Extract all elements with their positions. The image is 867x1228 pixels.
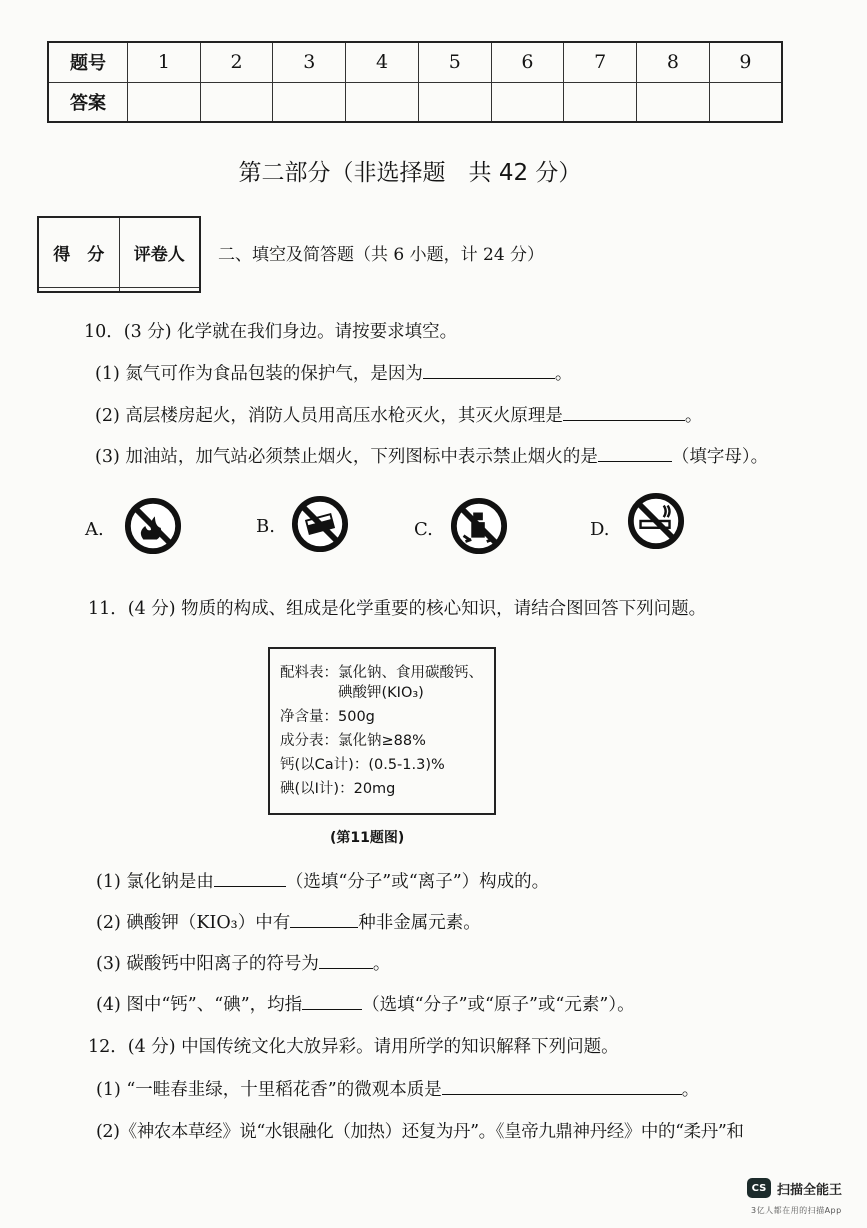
score-label: 得 分	[38, 217, 119, 288]
option-d-label: D.	[590, 519, 610, 540]
answer-cell[interactable]	[709, 82, 782, 122]
item-suffix: 。	[554, 364, 573, 384]
item-prefix: (2) 碘酸钾（KIO₃）中有	[96, 913, 291, 933]
section-title: 二、填空及简答题（共 6 小题，计 24 分）	[218, 245, 545, 265]
q11-item-1	[96, 868, 549, 893]
answer-blank[interactable]	[563, 403, 685, 422]
answer-blank[interactable]	[302, 992, 362, 1011]
q10-item-2	[95, 402, 702, 427]
item-suffix: 种非金属元素。	[358, 913, 481, 933]
q11-item-3	[96, 950, 390, 975]
item-prefix: (1) 氮气可作为食品包装的保护气，是因为	[95, 364, 423, 384]
label-line: 配料表：氯化钠、食用碳酸钙、	[280, 665, 483, 681]
item-prefix: (2)《神农本草经》说“水银融化（加热）还复为丹”。《皇帝九鼎神丹经》中的“柔丹”和	[96, 1122, 744, 1142]
camscanner-logo-icon: CS	[747, 1178, 771, 1198]
question-number: 4	[346, 42, 419, 82]
item-suffix: 。	[684, 406, 703, 426]
question-10-stem: 10．(3 分) 化学就在我们身边。请按要求填空。	[84, 322, 458, 342]
answer-blank[interactable]	[319, 951, 373, 970]
question-number: 2	[200, 42, 273, 82]
answer-cell[interactable]	[346, 82, 419, 122]
option-a-label: A.	[85, 519, 104, 540]
item-prefix: (3) 碳酸钙中阳离子的符号为	[96, 954, 319, 974]
no-smoking-icon[interactable]	[627, 492, 685, 550]
label-line: 钙(以Ca计)：(0.5-1.3)%	[280, 757, 445, 773]
item-prefix: (3) 加油站，加气站必须禁止烟火，下列图标中表示禁止烟火的是	[95, 447, 598, 467]
answer-cell[interactable]	[491, 82, 564, 122]
label-line: 碘(以I计)：20mg	[280, 781, 396, 797]
item-suffix: （选填“分子”或“离子”）构成的。	[285, 872, 550, 892]
item-prefix: (4) 图中“钙”、“碘”，均指	[96, 995, 303, 1015]
watermark-text: 扫描全能王	[777, 1182, 843, 1198]
label-line: 成分表：氯化钠≥88%	[280, 733, 426, 749]
figure-caption: (第11题图)	[330, 830, 405, 846]
answer-label: 答案	[48, 82, 128, 122]
question-11-stem: 11．(4 分) 物质的构成、组成是化学重要的核心知识，请结合图回答下列问题。	[88, 599, 707, 619]
item-suffix: 。	[681, 1080, 700, 1100]
q10-item-3	[95, 443, 768, 468]
no-fireworks-icon[interactable]	[291, 495, 349, 553]
answer-blank[interactable]	[442, 1077, 682, 1096]
item-suffix: 。	[372, 954, 391, 974]
question-number: 3	[273, 42, 346, 82]
salt-label-figure	[268, 647, 496, 815]
q10-item-1	[95, 360, 572, 385]
answer-cell[interactable]	[418, 82, 491, 122]
answer-table-answer-row	[48, 82, 782, 122]
q12-item-2	[96, 1118, 744, 1143]
answer-blank[interactable]	[423, 361, 555, 380]
option-c-label: C.	[414, 519, 433, 540]
watermark-subtext: 3亿人都在用的扫描App	[751, 1206, 842, 1215]
question-number: 6	[491, 42, 564, 82]
answer-cell[interactable]	[564, 82, 637, 122]
grader-cell[interactable]	[119, 288, 200, 292]
question-number: 7	[564, 42, 637, 82]
question-12-stem: 12．(4 分) 中国传统文化大放异彩。请用所学的知识解释下列问题。	[88, 1037, 619, 1057]
answer-blank[interactable]	[598, 444, 672, 463]
answer-cell[interactable]	[200, 82, 273, 122]
answer-blank[interactable]	[214, 869, 286, 888]
item-prefix: (1) 氯化钠是由	[96, 872, 214, 892]
item-suffix: （填字母）。	[671, 447, 769, 467]
question-number: 8	[637, 42, 710, 82]
item-prefix: (1) “一畦春韭绿，十里稻花香”的微观本质是	[96, 1080, 442, 1100]
answer-blank[interactable]	[290, 910, 358, 929]
answer-table	[47, 41, 783, 123]
part-title: 第二部分（非选择题 共 42 分）	[238, 160, 582, 186]
question-number: 1	[128, 42, 201, 82]
answer-cell[interactable]	[273, 82, 346, 122]
grader-label: 评卷人	[119, 217, 200, 288]
question-number-label: 题号	[48, 42, 128, 82]
q12-item-1	[96, 1076, 699, 1101]
answer-table-header-row	[48, 42, 782, 82]
scanner-watermark	[747, 1178, 842, 1198]
item-prefix: (2) 高层楼房起火，消防人员用高压水枪灭火，其灭火原理是	[95, 406, 563, 426]
label-line: 碘酸钾(KIO₃)	[280, 685, 424, 701]
q11-item-2	[96, 909, 481, 934]
score-cell[interactable]	[38, 288, 119, 292]
question-number: 5	[418, 42, 491, 82]
item-suffix: （选填“分子”或“原子”或“元素”）。	[362, 995, 635, 1015]
q11-item-4	[96, 991, 635, 1016]
answer-cell[interactable]	[637, 82, 710, 122]
no-explosives-icon[interactable]	[450, 497, 508, 555]
score-table	[37, 216, 201, 293]
option-b-label: B.	[256, 516, 275, 537]
question-number: 9	[709, 42, 782, 82]
no-fire-icon[interactable]	[124, 497, 182, 555]
answer-cell[interactable]	[128, 82, 201, 122]
label-line: 净含量：500g	[280, 709, 375, 725]
